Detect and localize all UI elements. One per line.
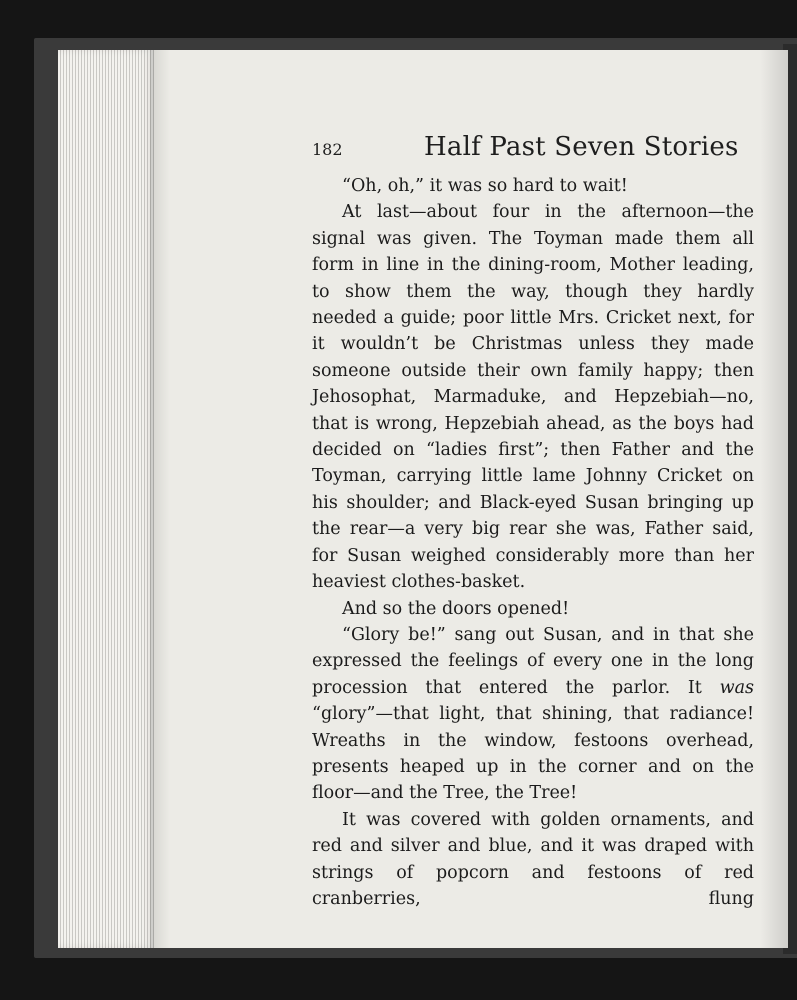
paragraph-text: “glory”—that light, that shining, that radiance! Wreaths in the window, festoons overhead, presents heaped up in the corner and on the floor—and the Tree, the Tree! bbox=[312, 704, 754, 804]
paragraph: “Oh, oh,” it was so hard to wait! bbox=[342, 176, 628, 196]
emphasized-word: was bbox=[719, 677, 754, 698]
paragraph bbox=[312, 622, 754, 807]
paragraph: At last—about four in the afternoon—the signal was given. The Toyman made them all form in line in the dining-room, Mother leading, to show them the way, though they hardly needed a guide; poor little Mrs. Cricket next, for it wouldn’t be Christmas unless they made someone outside their own family happy; then Jehosophat, Marmaduke, and Hepzebiah—no, that is wrong, Hepzebiah ahead, as the boys had decided on “ladies first”; then Father and the Toyman, carrying little lame Johnny Cricket on his shoulder; and Black-eyed Susan bringing up the rear—a very big rear she was, Father said, for Susan weighed considerably more than her heaviest clothes-basket. bbox=[312, 202, 754, 593]
paragraph: It was covered with golden ornaments, and red and silver and blue, and it was draped with strings of popcorn and festoons of red cranberries, flung bbox=[312, 809, 754, 909]
spine-shadow bbox=[150, 50, 170, 948]
page-header bbox=[312, 132, 754, 168]
page-number: 182 bbox=[312, 140, 343, 159]
page-edges bbox=[58, 50, 154, 948]
paragraph: And so the doors opened! bbox=[342, 598, 570, 619]
page-right-shade bbox=[760, 50, 788, 948]
running-title: Half Past Seven Stories bbox=[424, 132, 739, 162]
paragraph-text: “Glory be!” sang out Susan, and in that she expressed the feelings of every one in the long procession that entered the parlor. It bbox=[312, 624, 754, 698]
body-text bbox=[312, 173, 754, 912]
